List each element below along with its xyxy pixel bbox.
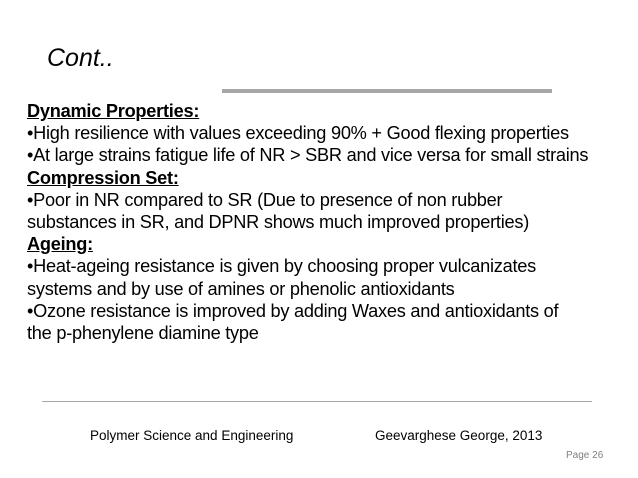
heading-ageing: Ageing: (27, 234, 93, 255)
bullet-line: •Poor in NR compared to SR (Due to presence of non rubber (27, 189, 503, 210)
bullet-line: systems and by use of amines or phenolic antioxidants (27, 278, 455, 299)
footer-course-name: Polymer Science and Engineering (90, 428, 294, 443)
heading-dynamic-properties: Dynamic Properties: (27, 101, 200, 121)
slide-title: Cont.. (47, 44, 114, 72)
bullet-line: substances in SR, and DPNR shows much improved properties) (27, 212, 530, 233)
bullet-line: •Ozone resistance is improved by adding Waxes and antioxidants of (27, 300, 559, 321)
footer-author: Geevarghese George, 2013 (375, 428, 543, 443)
slide-body (27, 100, 633, 344)
heading-compression-set: Compression Set: (27, 167, 179, 188)
bullet-line: •High resilience with values exceeding 90% + Good flexing properties (27, 123, 569, 144)
footer-divider (42, 401, 592, 402)
bullet-line: the p-phenylene diamine type (27, 323, 259, 344)
bullet-line: •Heat-ageing resistance is given by choosing proper vulcanizates (27, 256, 537, 277)
title-divider (222, 89, 552, 93)
bullet-line: •At large strains fatigue life of NR > SBR and vice versa for small strains (27, 145, 589, 166)
page-number: Page 26 (566, 450, 604, 461)
